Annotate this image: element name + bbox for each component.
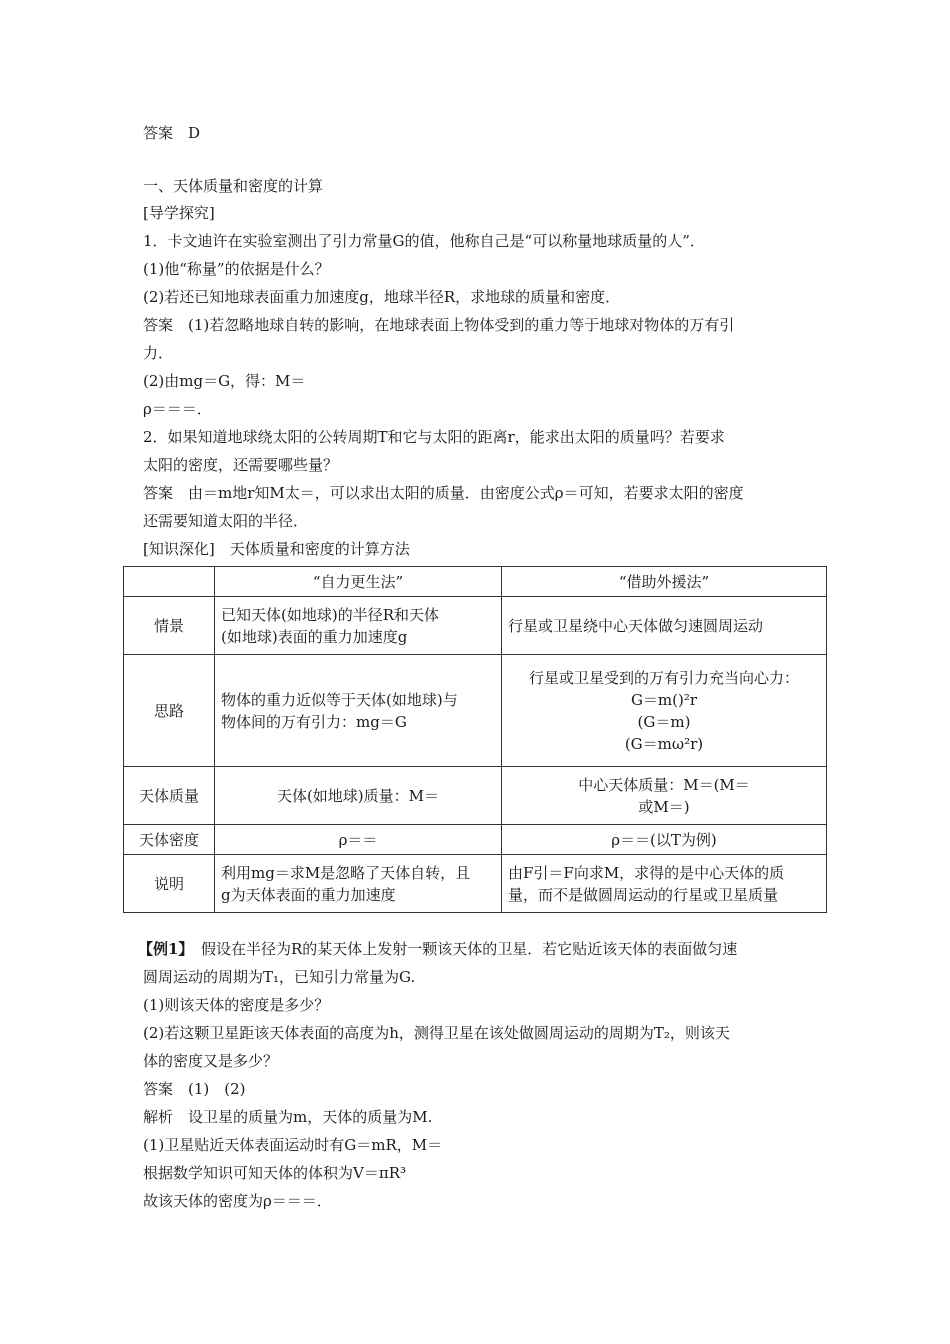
example-sub2-line2: 体的密度又是多少？ xyxy=(143,1052,279,1070)
cell-line: 或M＝) xyxy=(638,797,690,816)
row-label: 情景 xyxy=(124,597,215,655)
row-external-cell xyxy=(502,597,827,655)
table-row xyxy=(124,767,827,825)
q2-answer-line1: 答案 由＝m地r知M太＝，可以求出太阳的质量．由密度公式ρ＝可知，若要求太阳的密度 xyxy=(143,484,744,502)
cell-line: 由F引＝F向求M，求得的是中心天体的质 xyxy=(508,863,785,882)
example-step1: (1)卫星贴近天体表面运动时有G＝mR，M＝ xyxy=(143,1136,443,1154)
row-self-cell xyxy=(215,597,502,655)
row-label: 天体质量 xyxy=(124,767,215,825)
cell-line: (如地球)表面的重力加速度g xyxy=(221,627,408,646)
row-self-cell xyxy=(215,855,502,913)
example-step2: 根据数学知识可知天体的体积为V＝πR³ xyxy=(143,1164,406,1182)
q1-answer-line1: 答案 (1)若忽略地球自转的影响，在地球表面上物体受到的重力等于地球对物体的万有引 xyxy=(143,316,735,334)
example-sub1: (1)则该天体的密度是多少？ xyxy=(143,996,330,1014)
cell-line: ρ＝＝ xyxy=(338,830,378,849)
row-label: 说明 xyxy=(124,855,215,913)
row-self-cell xyxy=(215,767,502,825)
cell-line: (G＝m) xyxy=(637,712,691,731)
row-external-cell xyxy=(502,825,827,855)
guide-tag: [导学探究] xyxy=(143,204,215,222)
q1-answer-line2: 力． xyxy=(143,344,174,362)
q2-line2: 太阳的密度，还需要哪些量？ xyxy=(143,456,339,474)
row-external-cell xyxy=(502,767,827,825)
q1-answer-density: ρ＝＝＝． xyxy=(143,400,212,418)
example-step3: 故该天体的密度为ρ＝＝＝． xyxy=(143,1192,332,1210)
table-row xyxy=(124,855,827,913)
table-row xyxy=(124,825,827,855)
q1-sub2: (2)若还已知地球表面重力加速度g，地球半径R，求地球的质量和密度． xyxy=(143,288,621,306)
cell-line: 天体(如地球)质量：M＝ xyxy=(276,786,440,805)
cell-line: ρ＝＝(以T为例) xyxy=(611,830,717,849)
cell-line: (G＝mω²r) xyxy=(624,734,704,753)
knowledge-title: [知识深化] 天体质量和密度的计算方法 xyxy=(143,540,410,558)
cell-line: 中心天体质量：M＝(M＝ xyxy=(578,775,750,794)
table-header-external: “借助外援法” xyxy=(502,567,827,597)
q1-sub1: (1)他“称量”的依据是什么？ xyxy=(143,260,330,278)
q2-line1: 2．如果知道地球绕太阳的公转周期T和它与太阳的距离r，能求出太阳的质量吗？若要求 xyxy=(143,428,725,446)
cell-line: 已知天体(如地球)的半径R和天体 xyxy=(221,605,439,624)
row-label: 天体密度 xyxy=(124,825,215,855)
method-table xyxy=(123,566,827,913)
example-line2: 圆周运动的周期为T₁，已知引力常量为G. xyxy=(143,968,416,986)
table-header-blank xyxy=(124,567,215,597)
example-sub2-line1: (2)若这颗卫星距该天体表面的高度为h，测得卫星在该处做圆周运动的周期为T₂，则该天 xyxy=(143,1024,730,1042)
example-tag: 【例1】 xyxy=(138,940,186,958)
cell-line: g为天体表面的重力加速度 xyxy=(221,885,396,904)
table-header-self: “自力更生法” xyxy=(215,567,502,597)
row-external-cell xyxy=(502,655,827,767)
cell-line: 行星或卫星受到的万有引力充当向心力： xyxy=(528,668,799,687)
cell-line: 物体的重力近似等于天体(如地球)与 xyxy=(221,690,458,709)
table-row xyxy=(124,597,827,655)
cell-line: 量，而不是做圆周运动的行星或卫星质量 xyxy=(508,885,779,904)
cell-line: 利用mg＝求M是忽略了天体自转，且 xyxy=(221,863,471,882)
example-analysis: 解析 设卫星的质量为m，天体的质量为M. xyxy=(143,1108,433,1126)
q1-line1: 1．卡文迪许在实验室测出了引力常量G的值，他称自己是“可以称量地球质量的人”． xyxy=(143,232,705,250)
example-line1 xyxy=(138,938,737,960)
section-title: 一、天体质量和密度的计算 xyxy=(143,177,324,195)
answer-top: 答案 D xyxy=(143,124,201,142)
cell-line: G＝m()²r xyxy=(630,690,698,709)
row-label: 思路 xyxy=(124,655,215,767)
cell-line: 行星或卫星绕中心天体做匀速圆周运动 xyxy=(508,616,764,635)
q2-answer-line2: 还需要知道太阳的半径． xyxy=(143,512,309,530)
row-external-cell xyxy=(502,855,827,913)
example-answer: 答案 (1) (2) xyxy=(143,1080,246,1098)
example-text: 假设在半径为R的某天体上发射一颗该天体的卫星．若它贴近该天体的表面做匀速 xyxy=(185,940,738,958)
table-header-row xyxy=(124,567,827,597)
cell-line: 物体间的万有引力：mg＝G xyxy=(221,712,407,731)
table-row xyxy=(124,655,827,767)
q1-answer-mass: (2)由mg＝G，得：M＝ xyxy=(143,372,306,390)
row-self-cell xyxy=(215,825,502,855)
row-self-cell xyxy=(215,655,502,767)
